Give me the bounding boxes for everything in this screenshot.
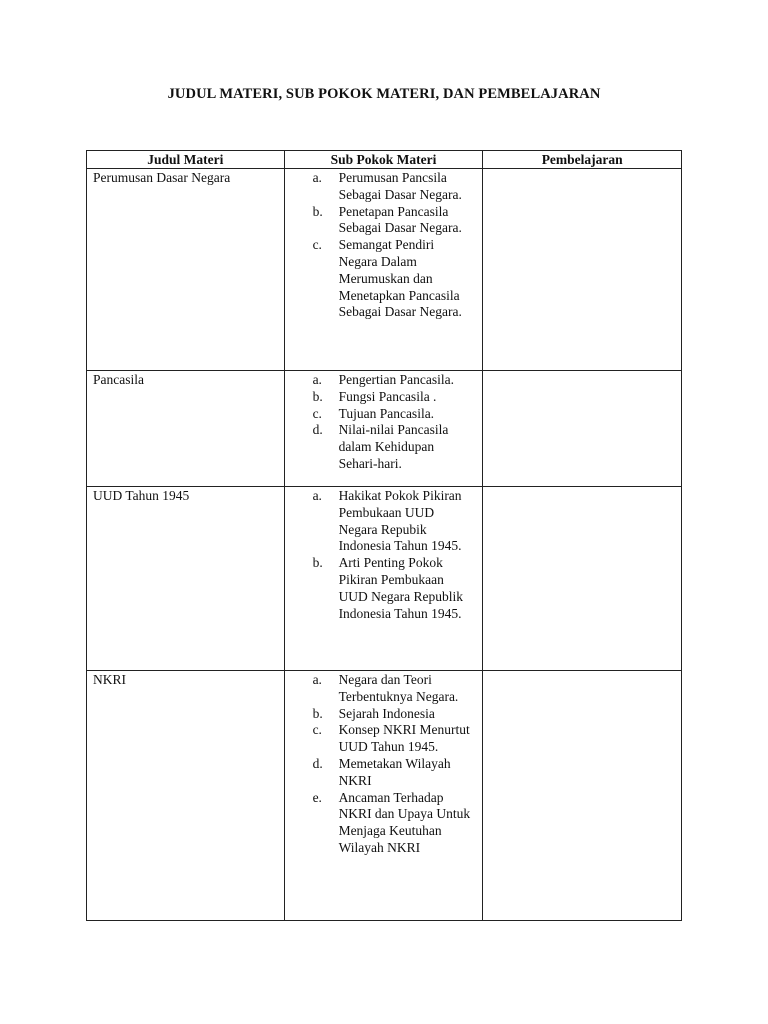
list-text: Memetakan Wilayah NKRI bbox=[338, 755, 451, 788]
judul-cell: Perumusan Dasar Negara bbox=[87, 169, 285, 371]
pembelajaran-cell bbox=[483, 371, 682, 487]
judul-cell: UUD Tahun 1945 bbox=[87, 487, 285, 671]
header-pembelajaran: Pembelajaran bbox=[483, 151, 682, 169]
list-text: Nilai-nilai Pancasila dalam Kehidupan Sehari-hari. bbox=[338, 422, 449, 471]
list-marker: b. bbox=[312, 555, 323, 571]
list-item bbox=[285, 389, 483, 406]
list-text: Perumusan Pancsila Sebagai Dasar Negara. bbox=[338, 170, 462, 202]
list-marker: c. bbox=[312, 237, 322, 253]
list-item bbox=[285, 237, 483, 321]
document-title: JUDUL MATERI, SUB POKOK MATERI, DAN PEMBELAJARAN bbox=[167, 86, 601, 102]
list-item bbox=[285, 204, 483, 238]
sub-pokok-cell bbox=[284, 487, 483, 671]
list-marker: c. bbox=[312, 722, 322, 738]
list-item bbox=[285, 790, 483, 857]
table-row bbox=[87, 487, 682, 671]
header-judul-materi: Judul Materi bbox=[87, 151, 285, 169]
list-marker: e. bbox=[312, 789, 322, 805]
list-text: Penetapan Pancasila Sebagai Dasar Negara. bbox=[338, 203, 462, 236]
list-marker: b. bbox=[312, 203, 323, 219]
header-sub-pokok-materi: Sub Pokok Materi bbox=[284, 151, 483, 169]
list-text: Arti Penting Pokok Pikiran Pembukaan UUD Negara Republik Indonesia Tahun 1945. bbox=[338, 555, 464, 621]
sub-pokok-cell bbox=[284, 169, 483, 371]
list-marker: b. bbox=[312, 388, 323, 404]
list-item bbox=[285, 372, 483, 389]
list-marker: a. bbox=[312, 372, 322, 387]
list-text: Negara dan Teori Terbentuknya Negara. bbox=[338, 672, 459, 704]
list-item bbox=[285, 170, 483, 204]
list-text: Sejarah Indonesia bbox=[338, 705, 435, 721]
list-marker: a. bbox=[312, 170, 322, 185]
list-marker: d. bbox=[312, 755, 323, 771]
table-row bbox=[87, 671, 682, 921]
list-marker: a. bbox=[312, 488, 322, 503]
table-row bbox=[87, 371, 682, 487]
list-text: Fungsi Pancasila . bbox=[338, 388, 437, 404]
list-item bbox=[285, 406, 483, 423]
pembelajaran-cell bbox=[483, 487, 682, 671]
list-item bbox=[285, 672, 483, 706]
table-row bbox=[87, 169, 682, 371]
list-text: Semangat Pendiri Negara Dalam Merumuskan dan Menetapkan Pancasila Sebagai Dasar Negara. bbox=[338, 237, 462, 320]
sub-pokok-cell bbox=[284, 371, 483, 487]
list-text: Ancaman Terhadap NKRI dan Upaya Untuk Menjaga Keutuhan Wilayah NKRI bbox=[338, 789, 471, 855]
list-marker: a. bbox=[312, 672, 322, 687]
list-item bbox=[285, 756, 483, 790]
materi-table bbox=[86, 150, 682, 921]
list-item bbox=[285, 706, 483, 723]
sub-pokok-cell bbox=[284, 671, 483, 921]
list-marker: b. bbox=[312, 705, 323, 721]
list-text: Pengertian Pancasila. bbox=[338, 372, 455, 387]
list-marker: c. bbox=[312, 405, 322, 421]
list-marker: d. bbox=[312, 422, 323, 438]
pembelajaran-cell bbox=[483, 169, 682, 371]
pembelajaran-cell bbox=[483, 671, 682, 921]
list-text: Tujuan Pancasila. bbox=[338, 405, 435, 421]
table-header-row bbox=[87, 151, 682, 169]
list-item bbox=[285, 555, 483, 622]
judul-cell: Pancasila bbox=[87, 371, 285, 487]
list-item bbox=[285, 422, 483, 472]
list-text: Konsep NKRI Menurtut UUD Tahun 1945. bbox=[338, 722, 470, 755]
list-text: Hakikat Pokok Pikiran Pembukaan UUD Negara Repubik Indonesia Tahun 1945. bbox=[338, 488, 462, 554]
judul-cell: NKRI bbox=[87, 671, 285, 921]
list-item bbox=[285, 488, 483, 555]
list-item bbox=[285, 722, 483, 756]
